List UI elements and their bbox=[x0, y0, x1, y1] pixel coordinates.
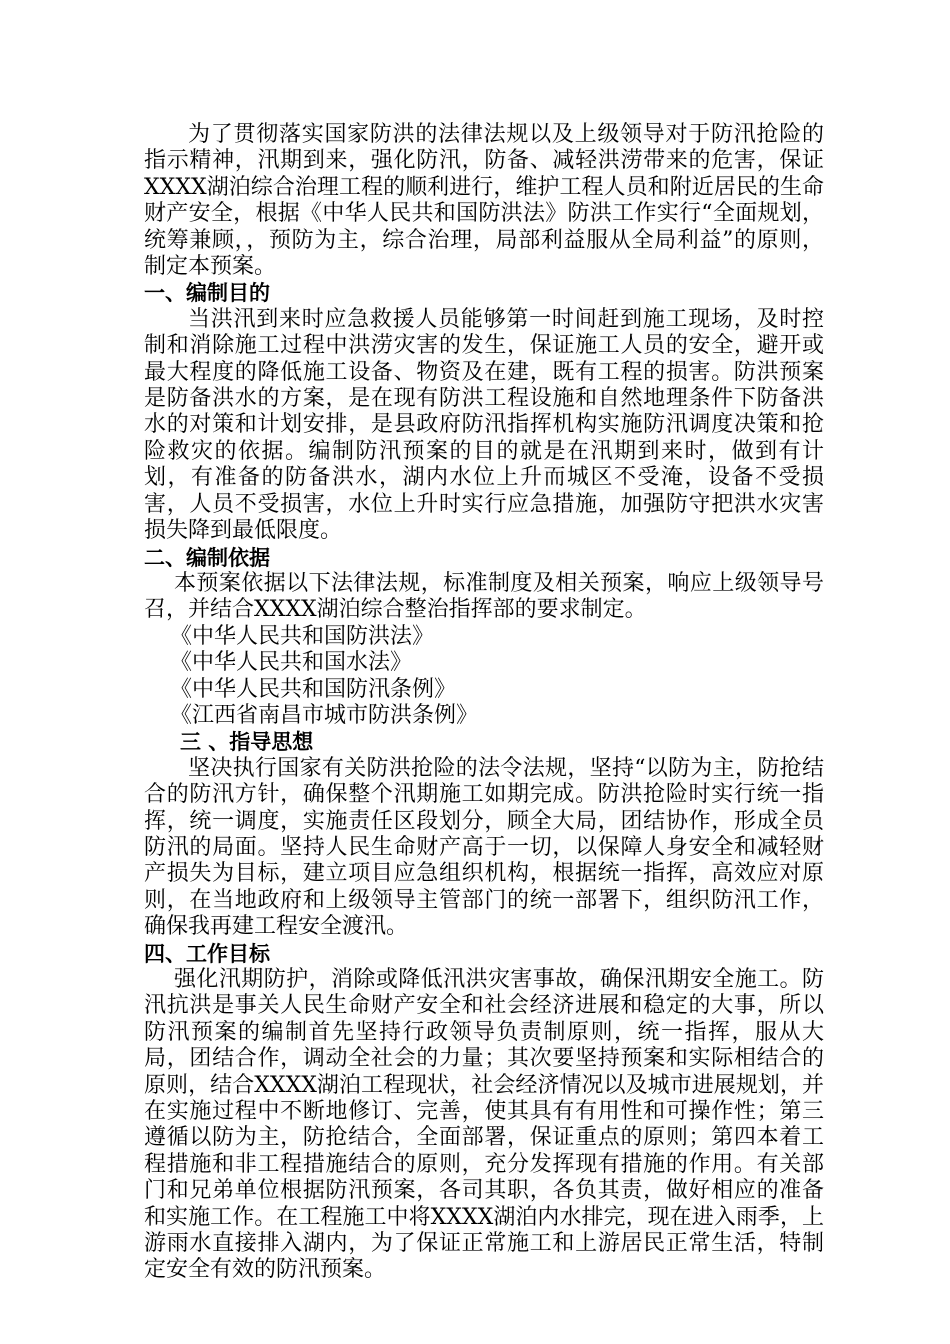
heading-work-goal: 四、工作目标 bbox=[144, 941, 270, 966]
heading-basis: 二、编制依据 bbox=[144, 545, 270, 570]
heading-purpose: 一、编制目的 bbox=[144, 281, 270, 306]
work-goal-paragraph: 强化汛期防护，消除或降低汛洪灾害事故，确保汛期安全施工。防汛抗洪是事关人民生命财产安全和社会经济进展和稳定的大事，所以防汛预案的编制首先坚持行政领导负责制原则，统一指挥，服从大局，团结合作，调动全社会的力量；其次要坚持预案和实际相结合的原则，结合XXXX湖泊工程现状，社会经济情况以及城市进展规划，并在实施过程中不断地修订、完善，使其具有有用性和可操作性；第三遵循以防为主，防抢结合，全面部署，保证重点的原则；第四本着工程措施和非工程措施结合的原则，充分发挥现有措施的作用。有关部门和兄弟单位根据防汛预案，各司其职，各负其责，做好相应的准备和实施工作。在工程施工中将XXXX湖泊内水排完，现在进入雨季，上游雨水直接排入湖内，为了保证正常施工和上游居民正常生活，特制定安全有效的防汛预案。 bbox=[144, 967, 824, 1283]
guiding-thought-paragraph: 坚决执行国家有关防洪抢险的法令法规，坚持“以防为主，防抢结合的防汛方针，确保整个汛期施工如期完成。防洪抢险时实行统一指挥，统一调度，实施责任区段划分，顾全大局，团结协作，形成全员防汛的局面。坚持人民生命财产高于一切，以保障人身安全和减轻财产损失为目标，建立项目应急组织机构，根据统一指挥，高效应对原则，在当地政府和上级领导主管部门的统一部署下，组织防汛工作，确保我再建工程安全渡汛。 bbox=[144, 755, 824, 940]
purpose-paragraph: 当洪汛到来时应急救援人员能够第一时间赶到施工现场，及时控制和消除施工过程中洪涝灾害的发生，保证施工人员的安全，避开或最大程度的降低施工设备、物资及在建，既有工程的损害。防洪预案是防备洪水的方案，是在现有防洪工程设施和自然地理条件下防备洪水的对策和计划安排，是县政府防汛指挥机构实施防汛调度决策和抢险救灾的依据。编制防汛预案的目的就是在汛期到来时，做到有计划，有准备的防备洪水，湖内水位上升而城区不受淹，设备不受损害，人员不受损害，水位上升时实行应急措施，加强防守把洪水灾害损失降到最低限度。 bbox=[144, 306, 824, 544]
law-item: 《中华人民共和国水法》 bbox=[170, 650, 413, 676]
law-item: 《中华人民共和国防洪法》 bbox=[170, 623, 435, 649]
basis-paragraph: 本预案依据以下法律法规，标准制度及相关预案，响应上级领导号召，并结合XXXX湖泊综合整治指挥部的要求制定。 bbox=[144, 570, 824, 623]
law-item: 《江西省南昌市城市防洪条例》 bbox=[170, 702, 479, 728]
document-page bbox=[144, 122, 824, 1284]
intro-paragraph: 为了贯彻落实国家防洪的法律法规以及上级领导对于防汛抢险的指示精神，汛期到来，强化防汛，防备、减轻洪涝带来的危害，保证XXXX湖泊综合治理工程的顺利进行，维护工程人员和附近居民的生命财产安全，根据《中华人民共和国防洪法》防洪工作实行“全面规划，统筹兼顾，，预防为主，综合治理，局部利益服从全局利益”的原则，制定本预案。 bbox=[144, 122, 824, 280]
heading-guiding-thought: 三 、指导思想 bbox=[180, 730, 314, 755]
law-list bbox=[144, 624, 824, 730]
law-item: 《中华人民共和国防汛条例》 bbox=[170, 676, 457, 702]
